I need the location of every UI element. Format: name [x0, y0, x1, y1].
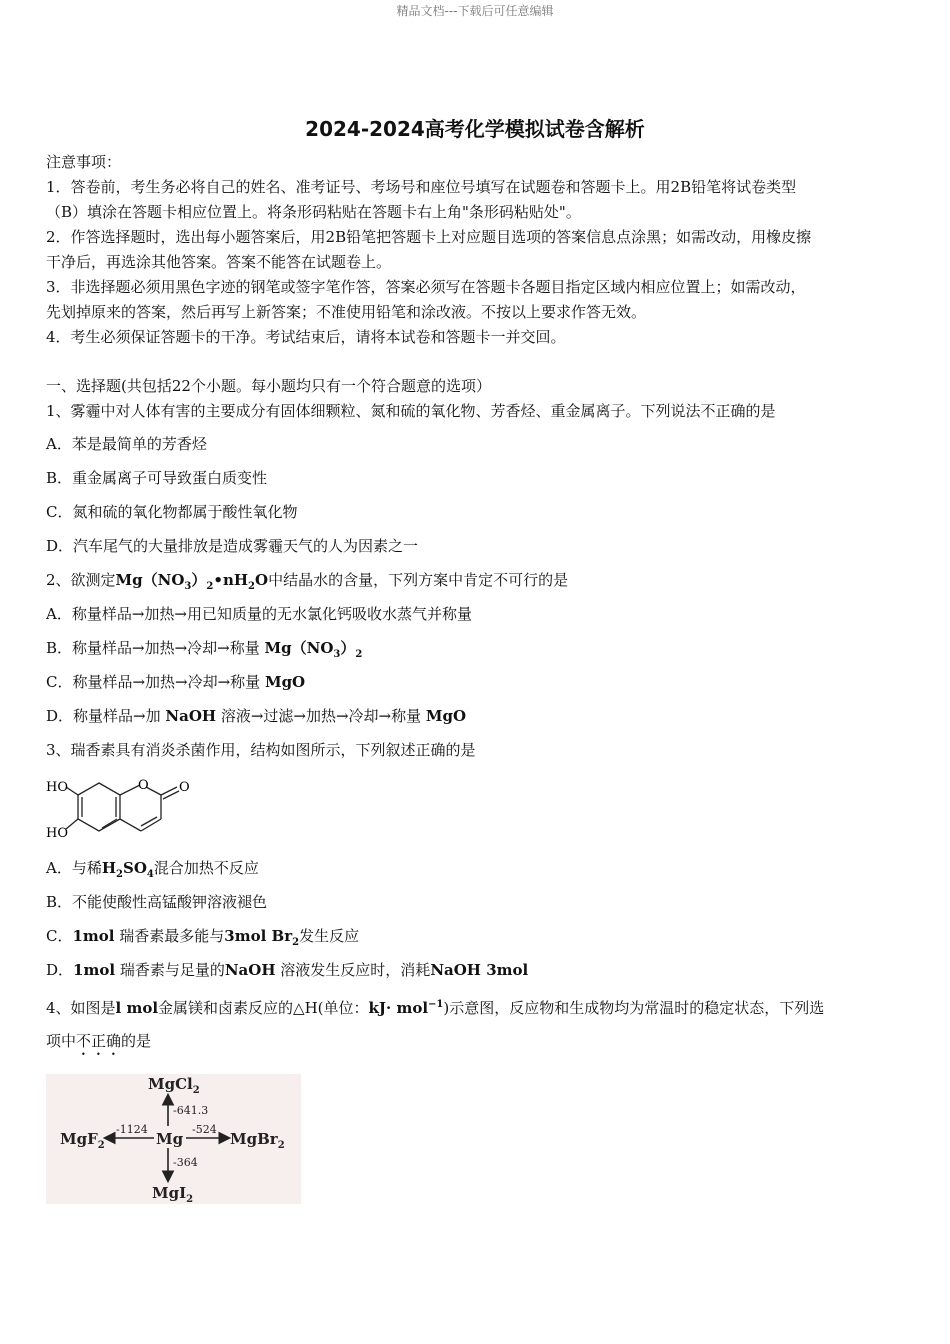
value-right: -524 — [192, 1123, 217, 1136]
notes-line: 干净后，再选涂其他答案。答案不能答在试题卷上。 — [46, 253, 392, 271]
value-left: -1124 — [116, 1123, 148, 1136]
q2-option-d: D．称量样品→加 NaOH 溶液→过滤→加热→冷却→称量 MgO — [46, 707, 467, 725]
structure-ring-o: O — [138, 778, 149, 793]
q1-option-a: A．苯是最简单的芳香烃 — [46, 435, 207, 453]
q2-option-a: A．称量样品→加热→用已知质量的无水氯化钙吸收水蒸气并称量 — [46, 605, 472, 623]
daphnetin-structure — [44, 773, 204, 845]
q1-option-c: C．氮和硫的氧化物都属于酸性氧化物 — [46, 503, 298, 521]
node-mgf2: MgF$_2$ — [60, 1130, 105, 1151]
structure-ho-bottom: HO — [46, 826, 68, 841]
notes-line: 1．答卷前，考生务必将自己的姓名、准考证号、考场号和座位号填写在试题卷和答题卡上。用2B铅笔将试卷类型 — [46, 178, 797, 196]
structure-carbonyl-o: O — [179, 780, 190, 795]
value-top: -641.3 — [173, 1104, 209, 1117]
q2-option-b: B．称量样品→加热→冷却→称量 $Mg(NO_3)_2$ — [46, 639, 363, 660]
notes-line: 3．非选择题必须用黑色字迹的钢笔或签字笔作答，答案必须写在答题卡各题目指定区域内相应位置上；如需改动， — [46, 278, 806, 296]
notes-heading: 注意事项： — [46, 153, 122, 171]
question-4-stem: 4、如图是l mol金属镁和卤素反应的△H(单位：kJ· mol$^{-1}$)示意图，反应物和生成物均为常温时的稳定状态，下列选 — [46, 999, 825, 1017]
question-2-stem: 2、欲测定$Mg(NO_3)_2•nH_2O$中结晶水的含量，下列方案中肯定不可行的是 — [46, 571, 569, 592]
node-mg: Mg — [156, 1130, 184, 1148]
question-1-stem: 1、雾霾中对人体有害的主要成分有固体细颗粒、氮和硫的氧化物、芳香烃、重金属离子。下列说法不正确的是 — [46, 402, 776, 420]
structure-ho-top: HO — [46, 780, 68, 795]
q3-option-c: C．1mol 瑞香素最多能与3mol $Br_2$发生反应 — [46, 927, 360, 948]
question-3-stem: 3、瑞香素具有消炎杀菌作用，结构如图所示，下列叙述正确的是 — [46, 741, 476, 759]
page-header: 精品文档---下载后可任意编辑 — [396, 4, 554, 18]
notes-line: （B）填涂在答题卡相应位置上。将条形码粘贴在答题卡右上角"条形码粘贴处"。 — [46, 203, 581, 221]
q3-option-a: A．与稀$H_2SO_4$混合加热不反应 — [46, 859, 259, 880]
notes-line: 2．作答选择题时，选出每小题答案后，用2B铅笔把答题卡上对应题目选项的答案信息点涂黑；如需改动，用橡皮擦 — [46, 228, 812, 246]
node-mgi2: MgI$_2$ — [152, 1184, 194, 1205]
page-title: 2024-2024高考化学模拟试卷含解析 — [305, 117, 645, 141]
question-4-stem-cont: 项中不正确的是 — [46, 1032, 152, 1050]
q2-option-c: C．称量样品→加热→冷却→称量 MgO — [46, 673, 306, 691]
node-mgcl2: MgCl$_2$ — [148, 1075, 200, 1096]
q3-option-b: B．不能使酸性高锰酸钾溶液褪色 — [46, 893, 268, 911]
value-bottom: -364 — [173, 1156, 198, 1169]
q1-option-b: B．重金属离子可导致蛋白质变性 — [46, 469, 268, 487]
enthalpy-diagram — [46, 1068, 306, 1208]
notes-line: 4．考生必须保证答题卡的干净。考试结束后，请将本试卷和答题卡一并交回。 — [46, 328, 566, 346]
section-heading: 一、选择题(共包括22个小题。每小题均只有一个符合题意的选项） — [46, 377, 491, 395]
q3-option-d: D．1mol 瑞香素与足量的NaOH 溶液发生反应时，消耗NaOH 3mol — [46, 961, 529, 979]
notes-line: 先划掉原来的答案，然后再写上新答案；不准使用铅笔和涂改液。不按以上要求作答无效。 — [46, 303, 647, 321]
q1-option-d: D．汽车尾气的大量排放是造成雾霾天气的人为因素之一 — [46, 537, 419, 555]
node-mgbr2: MgBr$_2$ — [230, 1130, 285, 1151]
